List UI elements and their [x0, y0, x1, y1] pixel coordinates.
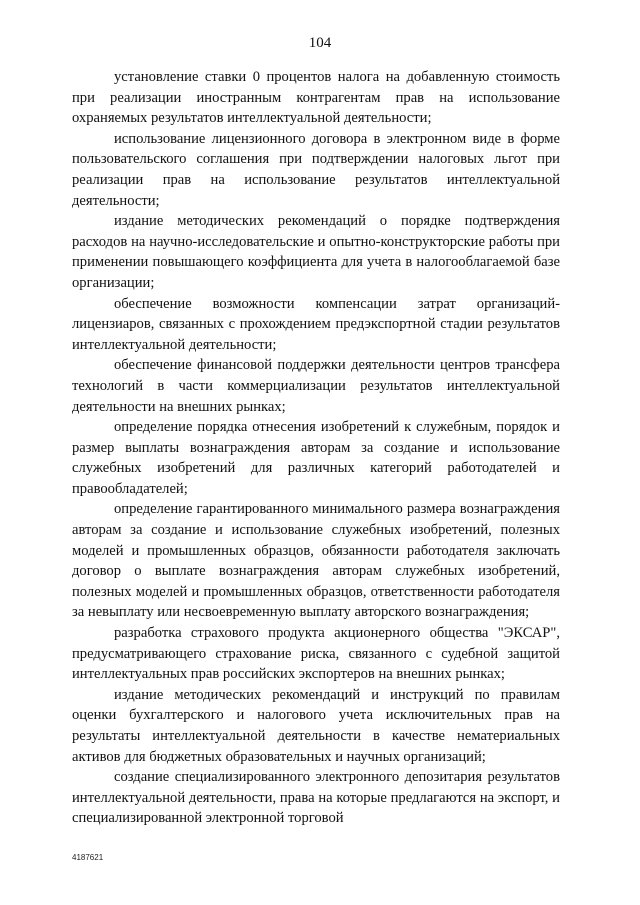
paragraph-accounting-guidelines: издание методических рекомендаций и инструкций по правилам оценки бухгалтерского и налогового учета исключительных прав на результаты интеллектуальной деятельности в качестве нематериальных активов для бюджетных образовательных и научных организаций; — [72, 686, 560, 765]
paragraph-minimum-remuneration: определение гарантированного минимального размера вознаграждения авторам за создание и использование служебных изобретений, полезных моделей и промышленных образцов, обязанности работодателя заключать договор о выплате вознаграждения авторам служебных изобретений, полезных моделей и промышленных образцов, ответственности работодателя за невыплату или несвоевременную выплату авторского вознаграждения; — [72, 501, 560, 621]
paragraph-electronic-license: использование лицензионного договора в электронном виде в форме пользовательского соглашения при подтверждении налоговых льгот при реализации прав на использование результатов интеллектуальной деятельности; — [72, 130, 560, 209]
document-id: 4187621 — [72, 853, 104, 862]
paragraph-rnd-expenses: издание методических рекомендаций о порядке подтверждения расходов на научно-исследовательские и опытно-конструкторские работы при применении повышающего коэффициента для учета в налогооблагаемой базе организации; — [72, 213, 560, 291]
paragraph-exar-insurance: разработка страхового продукта акционерного общества "ЭКСАР", предусматривающего страхование риска, связанного с судебной защитой интеллектуальных прав российских экспортеров на внешних рынках; — [72, 625, 560, 683]
page-number: 104 — [308, 35, 332, 51]
paragraph-electronic-depository: создание специализированного электронного депозитария результатов интеллектуальной деятельности, права на которые предлагаются на экспорт, и специализированной электронной торговой — [72, 769, 560, 827]
paragraph-vat-zero-rate: установление ставки 0 процентов налога на добавленную стоимость при реализации иностранным контрагентам прав на использование охраняемых результатов интеллектуальной деятельности; — [72, 69, 560, 127]
paragraph-service-inventions: определение порядка отнесения изобретений к служебным, порядок и размер выплаты вознаграждения авторам за создание и использование служебных изобретений для различных категорий работодателей и правообладателей; — [72, 419, 560, 497]
paragraph-licensor-compensation: обеспечение возможности компенсации затрат организаций-лицензиаров, связанных с прохождением предэкспортной стадии результатов интеллектуальной деятельности; — [72, 295, 560, 353]
body-text — [72, 67, 560, 829]
paragraph-tech-transfer-support: обеспечение финансовой поддержки деятельности центров трансфера технологий в части коммерциализации результатов интеллектуальной деятельности на внешних рынках; — [72, 357, 560, 415]
